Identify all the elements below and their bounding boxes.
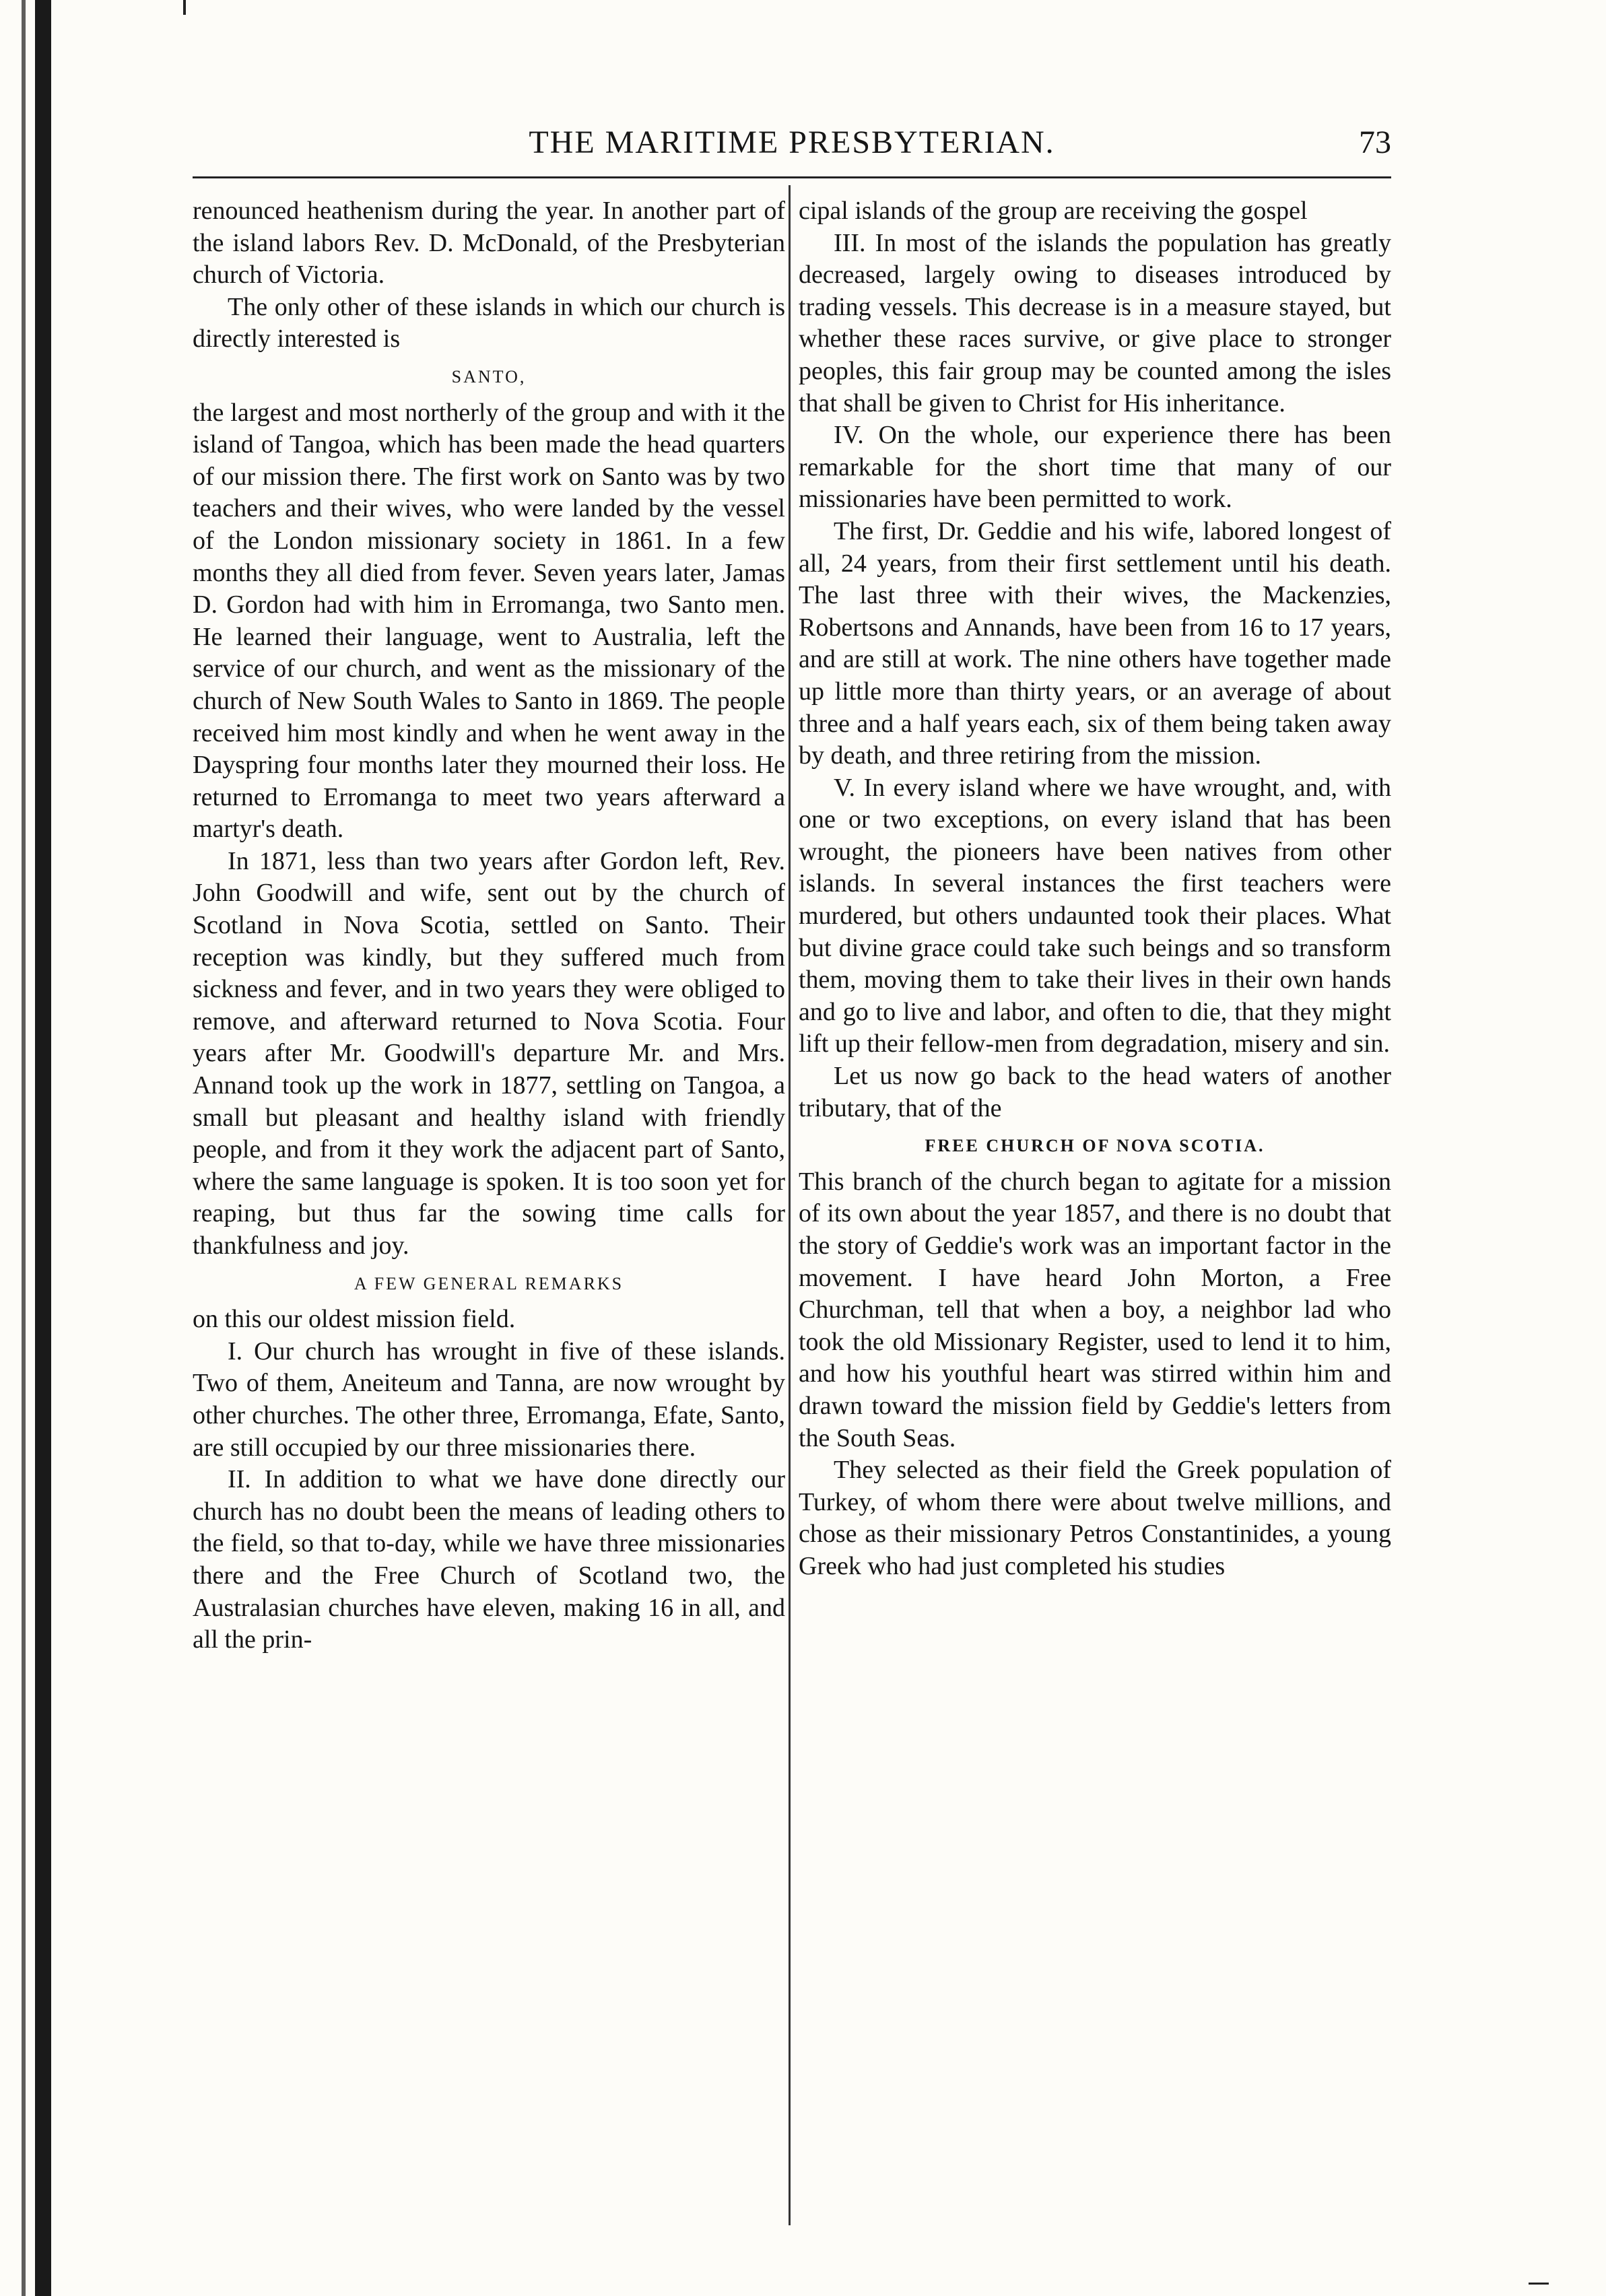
print-mark <box>183 0 186 15</box>
paragraph: on this our oldest mission field. <box>193 1305 516 1334</box>
paragraph: They selected as their field the Greek population of Turkey, of whom there were about twelve millions, and chose as their missionary Petros Constantinides, a young Greek who had just completed his studies <box>799 1456 1391 1580</box>
right-column <box>799 195 1391 2229</box>
column-divider <box>789 185 791 2225</box>
book-spine-shadow <box>22 0 26 2296</box>
page-header <box>193 123 1391 163</box>
book-spine <box>35 0 51 2296</box>
paragraph: cipal islands of the group are receiving the gospel <box>799 197 1308 225</box>
paragraph: the largest and most northerly of the group and with it the island of Tangoa, which has been made the head quarters of our mission there. The first work on Santo was by two teachers and their wives, who were landed by the vessel of the London missionary society in 1861. In a few months they all died from fever. Seven years later, Jamas D. Gordon had with him in Erromanga, two Santo men. He learned their language, went to Australia, left the service of our church, and went as the missionary of the church of New South Wales to Santo in 1869. The people received him most kindly and when he went away in the Dayspring four months later they mourned their loss. He returned to Erromanga to meet two years afterward a martyr's death. <box>193 398 785 844</box>
paragraph: This branch of the church began to agitate for a mission of its own about the year 1857, and there is no doubt that the story of Geddie's work was an important factor in the movement. I have heard John Morton, a Free Churchman, tell that when a boy, a neighbor lad who took the old Missionary Register, used to lend it to him, and how his youthful heart was stirred within him and drawn toward the mission field by Geddie's letters from the South Seas. <box>799 1167 1391 1452</box>
print-mark <box>1529 2283 1549 2285</box>
paragraph: I. Our church has wrought in five of these islands. Two of them, Aneiteum and Tanna, are now wrought by other churches. The other three, Erromanga, Efate, Santo, are still occupied by our three missionaries there. <box>193 1337 785 1462</box>
left-column <box>193 195 785 2229</box>
subheading-free-church: FREE CHURCH OF NOVA SCOTIA. <box>925 1136 1265 1156</box>
paragraph: renounced heathenism during the year. In another part of the island labors Rev. D. McDonald, of the Presbyterian church of Victoria. <box>193 197 785 290</box>
page-number: 73 <box>1359 125 1391 160</box>
paragraph: II. In addition to what we have done directly our church has no doubt been the means of leading others to the field, so that to-day, while we have three missionaries there and the Free Church of Scotland two, the Australasian churches have eleven, making 16 in all, and all the prin- <box>193 1465 785 1654</box>
header-rule <box>193 176 1391 178</box>
paragraph: V. In every island where we have wrought, and, with one or two exceptions, on every island that has been wrought, the pioneers have been natives from other islands. In several instances the first teachers were murdered, but others undaunted took their places. What but divine grace could take such beings and so transform them, moving them to take their lives in their own hands and go to live and labor, and often to die, that they might lift up their fellow-men from degradation, misery and sin. <box>799 773 1391 1058</box>
paragraph: The only other of these islands in which our church is directly interested is <box>193 292 785 353</box>
paragraph: IV. On the whole, our experience there has been remarkable for the short time that many of our missionaries have been permitted to work. <box>799 421 1391 514</box>
running-title: THE MARITIME PRESBYTERIAN. <box>529 125 1055 160</box>
subheading-santo: SANTO, <box>451 366 527 386</box>
paragraph: Let us now go back to the head waters of another tributary, that of the <box>799 1062 1391 1122</box>
paragraph: The first, Dr. Geddie and his wife, labored longest of all, 24 years, from their first settlement until his death. The last three with their wives, the Mackenzies, Robertsons and Annands, have been from 16 to 17 years, and are still at work. The nine others have together made up little more than thirty years, or an average of about three and a half years each, six of them being taken away by death, and three retiring from the mission. <box>799 516 1391 770</box>
paragraph: In 1871, less than two years after Gordon left, Rev. John Goodwill and wife, sent out by the church of Scotland in Nova Scotia, settled on Santo. Their reception was kindly, but they suffered much from sickness and fever, and in two years they were obliged to remove, and afterward returned to Nova Scotia. Four years after Mr. Goodwill's departure Mr. and Mrs. Annand took up the work in 1877, settling on Tangoa, a small but pleasant and healthy island with friendly people, and from it they work the adjacent part of Santo, where the same language is spoken. It is too soon yet for reaping, but thus far the sowing time calls for thankfulness and joy. <box>193 846 785 1260</box>
subheading-general-remarks: A FEW GENERAL REMARKS <box>354 1273 624 1293</box>
paragraph: III. In most of the islands the population has greatly decreased, largely owing to diseases introduced by trading vessels. This decrease is in a measure stayed, but whether these races survive, or give place to stronger peoples, this fair group may be counted among the isles that shall be given to Christ for His inheritance. <box>799 228 1391 417</box>
